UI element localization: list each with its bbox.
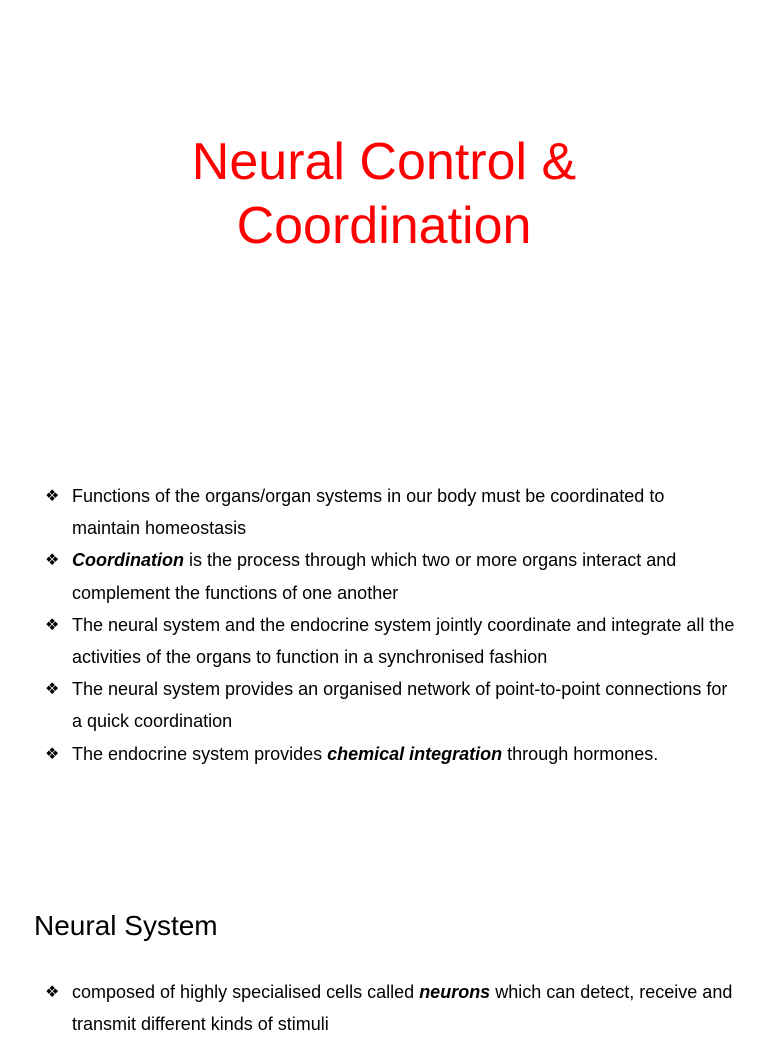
- list-item: [45, 976, 735, 1040]
- diamond-bullet-icon: ❖: [45, 982, 60, 1001]
- bullet-text-emphasis: Coordination: [72, 550, 184, 571]
- bullet-text-emphasis: chemical integration: [327, 743, 503, 764]
- list-item: [45, 609, 735, 673]
- diamond-bullet-icon: ❖: [45, 550, 60, 570]
- diamond-bullet-icon: ❖: [45, 679, 60, 699]
- title-line-2: Coordination: [236, 197, 532, 255]
- section-heading: Neural System: [34, 910, 218, 941]
- bullet-text-pre: The endocrine system provides: [72, 743, 328, 764]
- bullet-text-post: Functions of the organs/organ systems in our body must be coordinated to maintain homeostasis: [72, 486, 665, 539]
- page-title: [0, 130, 768, 258]
- bullet-text-post: through hormones.: [502, 743, 659, 764]
- neural-system-bullet-list: [45, 976, 735, 1040]
- list-item: [45, 480, 735, 544]
- diamond-bullet-icon: ❖: [45, 743, 60, 763]
- diamond-bullet-icon: ❖: [45, 486, 60, 505]
- bullet-text-emphasis: neurons: [419, 982, 491, 1002]
- list-item: [45, 738, 735, 770]
- bullet-text-pre: composed of highly specialised cells called: [72, 982, 420, 1002]
- bullet-text-post: The neural system and the endocrine system jointly coordinate and integrate all the activities of the organs to function in a synchronised fashion: [72, 614, 735, 668]
- bullet-text-post: which can detect, receive and transmit different kinds of stimuli: [72, 982, 733, 1035]
- bullet-text-post: is the process through which two or more organs interact and complement the functions of one another: [72, 550, 677, 603]
- bullet-text-post: The neural system provides an organised network of point-to-point connections for a quick coordination: [72, 679, 728, 732]
- intro-bullet-list: [45, 480, 735, 770]
- diamond-bullet-icon: ❖: [45, 614, 60, 634]
- title-line-1: Neural Control &: [191, 133, 577, 191]
- list-item: [45, 673, 735, 737]
- list-item: [45, 544, 735, 608]
